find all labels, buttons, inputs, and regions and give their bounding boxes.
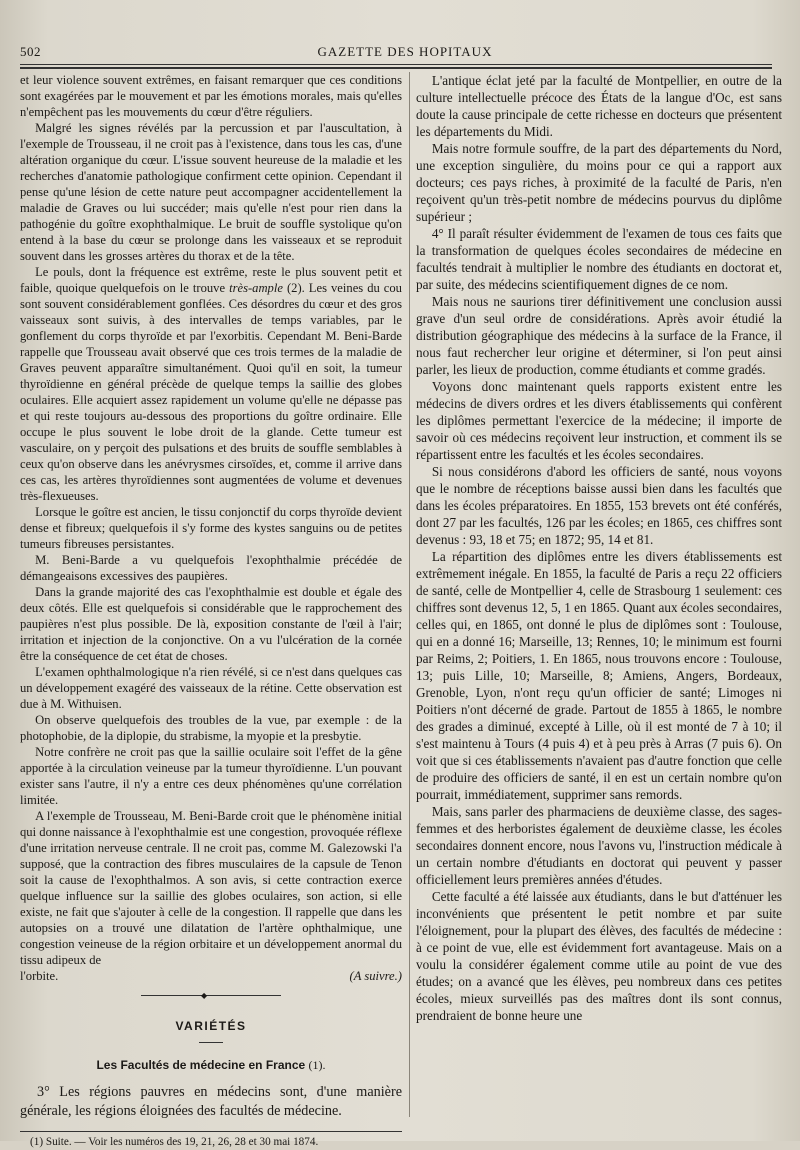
paragraph: 3° Les régions pauvres en médecins sont, d'une manière générale, les régions éloignées des facultés de médecine. bbox=[20, 1084, 402, 1119]
short-rule bbox=[199, 1042, 223, 1043]
header-rule bbox=[20, 64, 772, 65]
paragraph: Notre confrère ne croit pas que la saillie oculaire soit l'effet de la gêne apportée à la circulation veineuse par la tumeur thyroïdienne. L'un pouvant exister sans l'autre, il n'y a entre ces deux phénomènes qu'une corrélation limitée. bbox=[20, 745, 402, 807]
paragraph bbox=[20, 264, 402, 504]
text-run: Le pouls, dont la fréquence est extrême, reste le plus souvent petit et faible, quoique quelquefois on le trouve bbox=[20, 265, 402, 295]
paragraph: Mais, sans parler des pharmaciens de deuxième classe, des sages-femmes et des herboristes également de deuxième classe, les écoles secondaires donnent encore, nous l'avons vu, l'instruction médicale à un certain nombre d'étudiants en doctorat qui peuvent y passer officiellement leurs premières années d'études. bbox=[416, 804, 782, 887]
paragraph: L'examen ophthalmologique n'a rien révélé, si ce n'est dans quelques cas un développement exagéré des vaisseaux de la rétine. Cette observation est due à M. Withuisen. bbox=[20, 665, 402, 711]
paragraph: Lorsque le goître est ancien, le tissu conjonctif du corps thyroïde devient dense et fibreux; quelquefois il s'y forme des kystes sanguins ou de petites tumeurs fibreuses persistantes. bbox=[20, 505, 402, 551]
article-title bbox=[20, 1057, 402, 1073]
paragraph: Mais nous ne saurions tirer définitivement une conclusion aussi grave d'un seul ordre de considérations. Après avoir étudié la distribution géographique des médecins à la surface de la France, il nous faut rechercher leur origine et déterminer, si l'on peut ainsi parler, les lieux de production, comme étudiants et comme gradés. bbox=[416, 294, 782, 377]
journal-title: GAZETTE DES HOPITAUX bbox=[317, 44, 493, 59]
section-title: VARIÉTÉS bbox=[175, 1019, 247, 1033]
ornamental-separator bbox=[141, 990, 281, 1000]
page-number: 502 bbox=[20, 44, 41, 59]
paragraph: Si nous considérons d'abord les officiers de santé, nous voyons que le nombre de réceptions baisse aussi bien dans les facultés que dans les écoles préparatoires. En 1855, 153 brevets ont été conférés, dont 27 par les facultés, 126 par les écoles; en 1865, ces chiffres sont devenus : 93, 18 et 75; en 1872; 95, 14 et 81. bbox=[416, 464, 782, 547]
paragraph: La répartition des diplômes entre les divers établissements est extrêmement inégale. En 1855, la faculté de Paris a reçu 22 officiers de santé, celle de Montpellier 4, celle de Strasbourg 1 seulement: ces chiffres sont devenus 12, 5, 1 en 1865. Quant aux écoles secondaires, celles qui, en 1865, ont donné le plus de diplômes sont : Toulouse, qui en a donné 16; Marseille, 13; Rennes, 10; le minimum est fourni par Reims, 2; Poitiers, 1. En 1865, nous trouvons encore : Toulouse, 13; puis Lille, 10; Marseille, 8; Amiens, Angers, Bordeaux, Grenoble, Lyon, n'ont reçu qu'un officier de santé; Limoges ni Poitiers n'ont décerné de grade. Partout de 1855 à 1865, le nombre des grades a diminué, excepté à Lille, où il est monté de 7 à 10; il s'est maintenu à Tours (4 puis 4) et à peu près à Arras (7 puis 6). On voit que si ces établissements n'avaient pas d'autre fonction que celle de produire des officiers de santé, il en est un certain nombre qu'on pourrait, immédiatement, supprimer sans remords. bbox=[416, 549, 782, 802]
header-rule-thick bbox=[20, 67, 772, 69]
column-divider bbox=[409, 72, 410, 1117]
footnote-ref: (1). bbox=[308, 1058, 326, 1072]
article-title-text: Les Facultés de médecine en France bbox=[96, 1058, 306, 1072]
closing-line bbox=[20, 968, 402, 984]
text-run: (2). Les veines du cou sont souvent considérablement gonflées. Ces désordres du cœur et des gros vaisseaux sont suivis, à des intervalles de temps variables, par le gonflement du corps thyroïde et par l'exorbitis. Cependant M. Beni-Barde rappelle que Trousseau avait observé que ces trois termes de la maladie de Graves peuvent apparaître simultanément. Quoi qu'il en soit, la tumeur thyroïdienne en général précède de quelque temps la saillie des globes oculaires. Elle acquiert assez rapidement un volume qu'elle ne dépasse pas et qui reste toujours au-dessous des proportions du goître ordinaire. Elle occupe le plus souvent le lobe droit de la glande. Cette tumeur est vasculaire, on y perçoit des pulsations et des bruits de souffle semblables à ceux qu'on observe dans les anévrysmes cirsoïdes, et, comme il arrive dans ces cas, les artères thyroïdiennes sont augmentées de volume et devenues très-flexueuses. bbox=[20, 281, 402, 503]
paragraph: M. Beni-Barde a vu quelquefois l'exophthalmie précédée de démangeaisons excessives des paupières. bbox=[20, 553, 402, 583]
paragraph: A l'exemple de Trousseau, M. Beni-Barde croit que le phénomène initial qui donne naissance à l'exophthalmie est une congestion, provoquée réflexe d'une irritation nerveuse centrale. Il ne croit pas, comme M. Galezowski l'a supposé, que la contraction des fibres musculaires de la capsule de Tenon soit la cause de l'exophthalmos. A son avis, si cette contraction exerce quelque influence sur la saillie des globes oculaires, son action, si elle existe, ne fait que s'ajouter à celle de la congestion. Il rappelle que dans les autopsies on a trouvé une dilatation de l'artère ophthalmique, une congestion veineuse de la région orbitaire et un développement anormal du tissu adipeux de bbox=[20, 809, 402, 967]
last-word: l'orbite. bbox=[20, 969, 59, 983]
paragraph: 4° Il paraît résulter évidemment de l'examen de tous ces faits que la transformation de quelques écoles secondaires de médecine en facultés tendrait à multiplier le nombre des étudiants en doctorat et, par suite, des médecins scientifiquement dignes de ce nom. bbox=[416, 226, 782, 292]
page-header bbox=[20, 40, 790, 64]
footnote-rule bbox=[20, 1131, 402, 1132]
paragraph: Cette faculté a été laissée aux étudiants, dans le but d'atténuer les inconvénients que présentent le petit nombre et par suite l'éloignement, pour la plupart des élèves, des facultés de médecine : à ce point de vue, elle est évidemment fort avantageuse. Mais on a voulu la considérer également comme utile au point de vue des études; on a avancé que les élèves, peu nombreux dans ces petites écoles, mieux surveillés pas des maîtres dont ils sont connus, prendraient de bonne heure une bbox=[416, 889, 782, 1023]
left-column bbox=[20, 72, 402, 1150]
paragraph: Voyons donc maintenant quels rapports existent entre les médecins de divers ordres et les divers établissements qui confèrent les diplômes permettant l'exercice de la médecine; il importe de savoir où ces médecins reçoivent leur instruction, et comment ils se répartissent entre les facultés et les écoles secondaires. bbox=[416, 379, 782, 462]
italic-text: très-ample bbox=[229, 281, 283, 295]
footnote: (1) Suite. — Voir les numéros des 19, 21, 26, 28 et 30 mai 1874. bbox=[30, 1136, 319, 1148]
paragraph: L'antique éclat jeté par la faculté de Montpellier, en outre de la culture intellectuelle précoce des États de la langue d'Oc, est sans doute la cause principale de cette richesse en docteurs que présentent les départements du Midi. bbox=[416, 73, 782, 139]
paragraph: Malgré les signes révélés par la percussion et par l'auscultation, à l'exemple de Trousseau, il ne croit pas à l'existence, dans tous les cas, d'une altération organique du cœur. L'issue souvent heureuse de la maladie et les recherches d'anatomie pathologique confirment cette opinion. Cependant il pense qu'une lésion de cette nature peut accompagner accidentellement la maladie de Graves ou lui succéder; mais qu'elle n'est pour rien dans la pathogénie du goître exophthalmique. Le bruit de souffle systolique qu'on entend à la base du cœur se prolonge dans les vaisseaux et se reproduit souvent dans les grosses artères du thorax et de la tête. bbox=[20, 121, 402, 263]
paragraph: et leur violence souvent extrêmes, en faisant remarquer que ces conditions sont exagérées par le mouvement et par les émotions morales, mais qu'elles n'empêchent pas les mouvements du cœur d'être réguliers. bbox=[20, 73, 402, 119]
paragraph: Dans la grande majorité des cas l'exophthalmie est double et égale des deux côtés. Elle est quelquefois si considérable que le rapprochement des paupières n'est plus possible. De là, exposition constante de l'œil à l'air; irritation et injection de la conjonctive. On a vu l'ulcération de la cornée être la conséquence de cet état de choses. bbox=[20, 585, 402, 663]
right-column bbox=[416, 72, 782, 1024]
paragraph: Mais notre formule souffre, de la part des départements du Nord, une exception singulière, du moins pour ce qui a rapport aux docteurs; ces pays riches, à proximité de la faculté de Paris, n'en reçoivent qu'un très-petit nombre de médecins pourvus du diplôme supérieur ; bbox=[416, 141, 782, 224]
to-follow-note: (A suivre.) bbox=[349, 969, 402, 983]
paragraph: On observe quelquefois des troubles de la vue, par exemple : de la photophobie, de la diplopie, du strabisme, la myopie et la presbytie. bbox=[20, 713, 402, 743]
